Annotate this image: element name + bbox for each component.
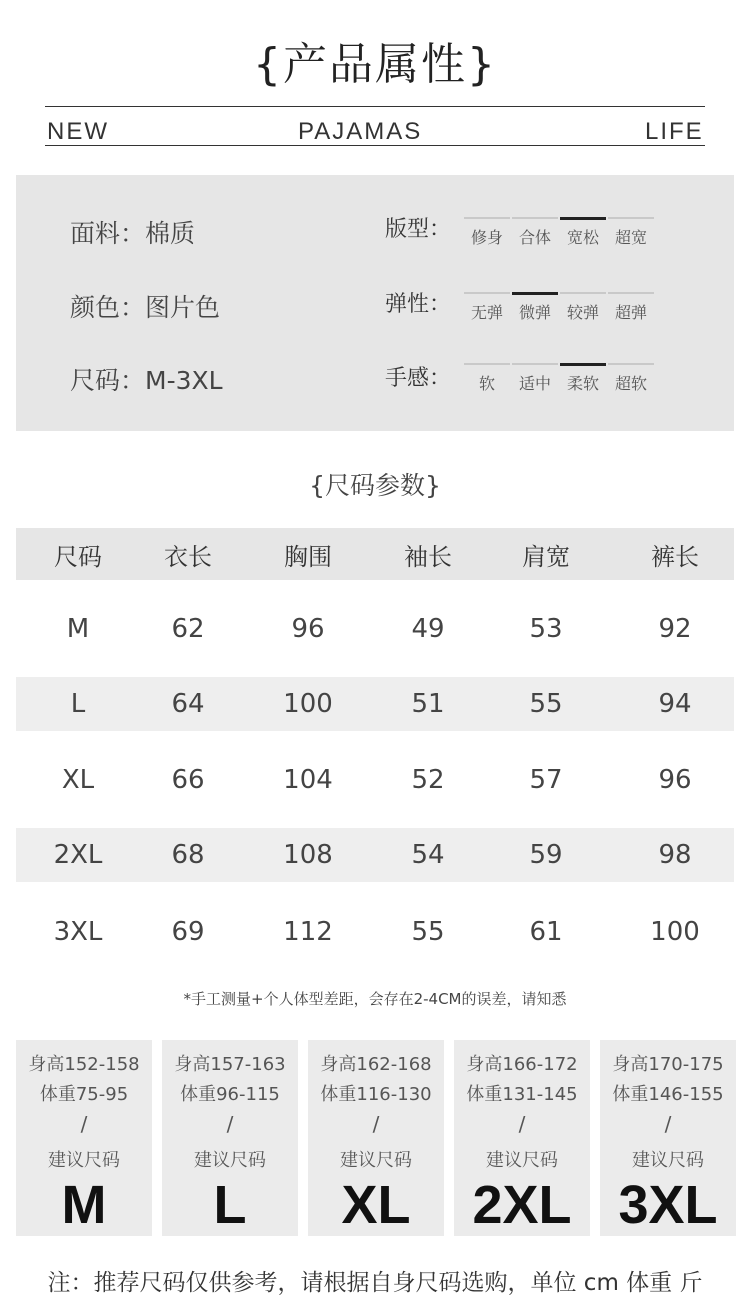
table-cell: 57 — [529, 764, 563, 795]
table-cell: 54 — [411, 840, 445, 870]
table-cell: XL — [61, 764, 95, 795]
table-row — [16, 731, 734, 828]
scale-option: 超软 — [608, 363, 654, 394]
table-cell: 112 — [283, 917, 333, 947]
table-cell: 66 — [171, 764, 205, 795]
table-cell: 68 — [171, 840, 205, 870]
table-cell: 94 — [658, 689, 692, 719]
table-header-cell: 肩宽 — [522, 542, 570, 571]
height-range: 身高166-172 — [466, 1054, 578, 1075]
attr-fabric: 面料：棉质 — [70, 219, 196, 248]
recommendation-card-3xl — [600, 1040, 736, 1236]
table-header-cell: 衣长 — [164, 542, 212, 571]
table-row — [16, 882, 734, 982]
table-header-cell: 尺码 — [54, 542, 102, 571]
attr-size: 尺码：M-3XL — [70, 366, 223, 395]
scale-label-fit: 版型： — [385, 217, 452, 242]
table-cell: 69 — [171, 917, 205, 947]
weight-range: 体重131-145 — [466, 1084, 578, 1105]
recommendation-card-m — [16, 1040, 152, 1236]
separator: / — [664, 1112, 672, 1136]
table-header-row — [16, 528, 734, 580]
divider-top — [45, 106, 705, 107]
suggest-label: 建议尺码 — [194, 1150, 266, 1171]
table-cell: 62 — [171, 613, 205, 644]
suggest-label: 建议尺码 — [486, 1150, 558, 1171]
suggested-size: 2XL — [472, 1175, 572, 1235]
footnote: 注：推荐尺码仅供参考，请根据自身尺码选购，单位 cm 体重 斤 — [47, 1270, 703, 1296]
weight-range: 体重75-95 — [39, 1084, 129, 1105]
table-row — [16, 828, 734, 882]
scale-option: 适中 — [512, 363, 558, 394]
table-cell: 100 — [283, 689, 333, 719]
tagline-life: LIFE — [645, 118, 704, 145]
table-cell: 104 — [283, 764, 333, 795]
table-cell: M — [66, 613, 90, 644]
size-table — [16, 528, 734, 982]
table-cell: 53 — [529, 613, 563, 644]
suggested-size: L — [213, 1175, 247, 1235]
divider-bottom — [45, 145, 705, 146]
table-cell: 100 — [650, 917, 700, 947]
suggested-size: M — [61, 1175, 107, 1235]
tagline-new: NEW — [47, 118, 109, 145]
scale-elasticity — [464, 292, 656, 323]
suggested-size: 3XL — [618, 1175, 718, 1235]
table-row — [16, 677, 734, 731]
table-cell: 55 — [411, 917, 445, 947]
scale-label-feel: 手感： — [385, 366, 452, 391]
height-range: 身高157-163 — [174, 1054, 286, 1075]
scale-option: 合体 — [512, 217, 558, 248]
table-cell: 98 — [658, 840, 692, 870]
table-row — [16, 580, 734, 677]
table-cell: 96 — [291, 613, 325, 644]
table-cell: 59 — [529, 840, 563, 870]
tagline-pajamas: PAJAMAS — [298, 118, 423, 145]
table-cell: 49 — [411, 613, 445, 644]
scale-option-selected: 宽松 — [560, 217, 606, 248]
suggested-size: XL — [341, 1175, 411, 1235]
height-range: 身高170-175 — [612, 1054, 724, 1075]
weight-range: 体重96-115 — [180, 1084, 280, 1105]
suggest-label: 建议尺码 — [48, 1150, 120, 1171]
scale-option: 无弹 — [464, 292, 510, 323]
scale-label-elasticity: 弹性： — [385, 292, 452, 317]
scale-fit — [464, 217, 656, 248]
separator: / — [80, 1112, 88, 1136]
scale-option: 修身 — [464, 217, 510, 248]
height-range: 身高162-168 — [320, 1054, 432, 1075]
table-cell: 61 — [529, 917, 563, 947]
weight-range: 体重116-130 — [320, 1084, 432, 1105]
table-cell: 51 — [411, 689, 445, 719]
table-cell: 2XL — [53, 840, 103, 870]
page-title: {产品属性} — [253, 39, 497, 90]
attr-color: 颜色：图片色 — [70, 293, 221, 322]
scale-option-selected: 柔软 — [560, 363, 606, 394]
scale-option: 较弹 — [560, 292, 606, 323]
table-cell: 92 — [658, 613, 692, 644]
table-cell: 55 — [529, 689, 563, 719]
table-header-cell: 裤长 — [651, 542, 699, 571]
height-range: 身高152-158 — [28, 1054, 140, 1075]
recommendation-card-2xl — [454, 1040, 590, 1236]
separator: / — [518, 1112, 526, 1136]
table-cell: L — [70, 689, 86, 719]
scale-feel — [464, 363, 656, 394]
scale-option: 软 — [464, 363, 510, 394]
scale-option: 超宽 — [608, 217, 654, 248]
table-cell: 52 — [411, 764, 445, 795]
table-cell: 64 — [171, 689, 205, 719]
weight-range: 体重146-155 — [612, 1084, 724, 1105]
suggest-label: 建议尺码 — [340, 1150, 412, 1171]
table-cell: 3XL — [53, 917, 103, 947]
table-header-cell: 袖长 — [404, 542, 452, 571]
scale-option-selected: 微弹 — [512, 292, 558, 323]
separator: / — [372, 1112, 380, 1136]
separator: / — [226, 1112, 234, 1136]
recommendation-card-xl — [308, 1040, 444, 1236]
table-cell: 108 — [283, 840, 333, 870]
table-cell: 96 — [658, 764, 692, 795]
suggest-label: 建议尺码 — [632, 1150, 704, 1171]
scale-option: 超弹 — [608, 292, 654, 323]
measurement-note: *手工测量+个人体型差距，会存在2-4CM的误差，请知悉 — [183, 990, 567, 1008]
recommendation-card-l — [162, 1040, 298, 1236]
table-header-cell: 胸围 — [284, 542, 332, 571]
size-table-title: {尺码参数} — [309, 471, 441, 500]
